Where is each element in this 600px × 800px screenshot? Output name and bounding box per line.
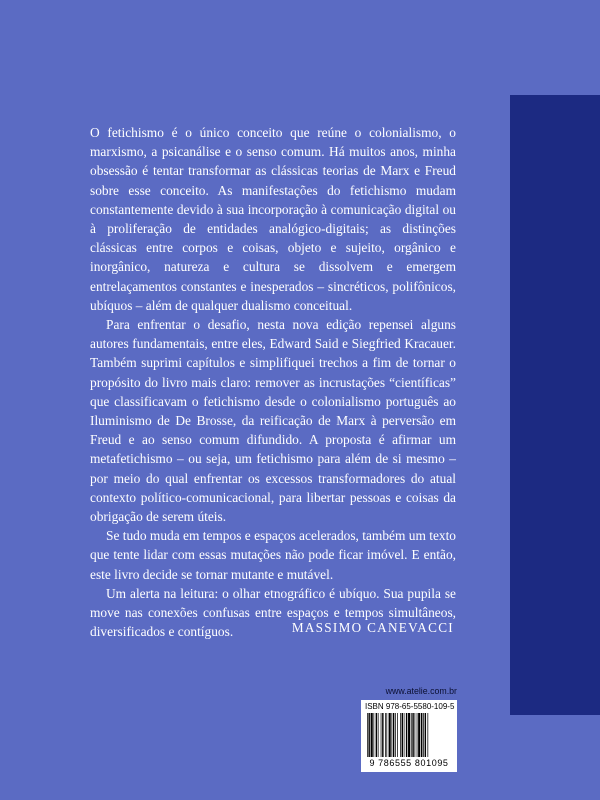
barcode-bar — [404, 713, 405, 757]
barcode-bar — [373, 713, 374, 757]
barcode-bar — [397, 713, 398, 757]
barcode-bar — [408, 713, 410, 757]
barcode-bar — [423, 713, 424, 757]
barcode-bar — [385, 713, 386, 757]
isbn-barcode — [361, 700, 457, 772]
barcode-bar — [421, 713, 422, 757]
barcode-bar — [368, 713, 369, 757]
barcode-bar — [389, 713, 391, 757]
barcode-bar — [427, 713, 428, 757]
paragraph-1: O fetichismo é o único conceito que reúne o colonialismo, o marxismo, a psicanálise e o senso comum. Há muitos anos, minha obsessão é tentar transformar as clássicas teorias de Marx e Freud sobre esse conceito. As manifestações do fetichismo mudam constantemente devido à sua incorporação à comunicação digital ou à proliferação de entidades analógico-digitais; as distinções clássicas entre corpos e coisas, objeto e sujeito, orgânico e inorgânico, natureza e cultura se dissolvem e emergem entrelaçamentos constantes e inesperados – sincréticos, polifônicos, ubíquos – além de qualquer dualismo conceitual. — [90, 125, 456, 313]
barcode-bar — [402, 713, 403, 757]
barcode-bar — [391, 713, 392, 757]
back-cover-text — [90, 123, 456, 641]
barcode-bar — [425, 713, 426, 757]
barcode-digits: 9 786555 801095 — [369, 758, 449, 768]
dark-blue-side-bar — [510, 95, 600, 715]
barcode-bar — [415, 713, 416, 757]
barcode-bar — [411, 713, 412, 757]
barcode-bar — [378, 713, 379, 757]
barcode-bar — [412, 713, 413, 757]
paragraph-4: Um alerta na leitura: o olhar etnográfico é ubíquo. Sua pupila se move nas conexões confusas entre espaços e tempos simultâneos, diversificados e contíguos. — [90, 585, 456, 640]
isbn-label: ISBN 978-65-5580-109-5 — [365, 702, 455, 711]
barcode-bar — [406, 713, 407, 757]
barcode-bar — [417, 713, 418, 757]
barcode-bar — [400, 713, 401, 757]
barcode-bar — [393, 713, 394, 757]
publisher-website: www.atelie.com.br — [385, 686, 457, 696]
barcode-bar — [382, 713, 383, 757]
paragraph-3: Se tudo muda em tempos e espaços acelerados, também um texto que tente lidar com essas mutações não pode ficar imóvel. E então, este livro decide se tornar mutante e mutável. — [90, 528, 456, 582]
barcode-bar — [395, 713, 396, 757]
barcode-bar — [418, 713, 420, 757]
paragraph-2: Para enfrentar o desafio, nesta nova edição repensei alguns autores fundamentais, entre eles, Edward Said e Siegfried Kracauer. Também suprimi capítulos e simplifiquei trechos a fim de tornar o propósito do livro mais claro: remover as incrustações “científicas” que classificavam o fetichismo desde o colonialismo português ao Iluminismo de De Brosse, da reificação de Marx à perversão em Freud e ao senso comum difundido. A proposta é afirmar um metafetichismo – ou seja, um fetichismo para além de si mesmo – por meio do qual enfrentar os excessos transformadores do atual contexto político-comunicacional, para libertar pessoas e coisas da obrigação de serem úteis. — [90, 317, 456, 525]
barcode-bar — [381, 713, 382, 757]
barcode-bar — [386, 713, 387, 757]
barcode-bars — [367, 713, 451, 757]
barcode-bar — [376, 713, 377, 757]
barcode-bar — [371, 713, 373, 757]
barcode-bar — [367, 713, 368, 757]
author-name: MASSIMO CANEVACCI — [291, 620, 454, 635]
